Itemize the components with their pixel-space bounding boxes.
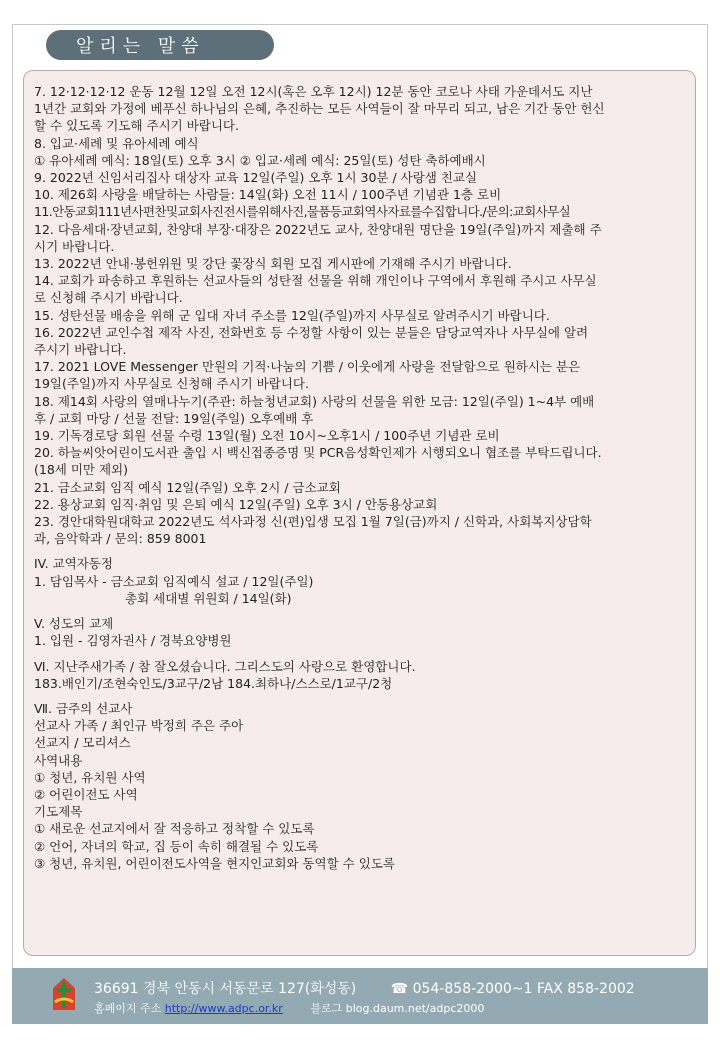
announcement-line: 9. 2022년 신임서리집사 대상자 교육 12일(주일) 오후 1시 30분 / 사랑샘 친교실 (34, 170, 478, 186)
announcement-line: 로 신청해 주시기 바랍니다. (34, 290, 183, 306)
section-line: 기도제목 (34, 804, 83, 820)
footer-address-line (94, 978, 635, 998)
announcement-line: 15. 성탄선물 배송을 위해 군 입대 자녀 주소를 12일(주일)까지 사무실로 알려주시기 바랍니다. (34, 307, 550, 323)
section-line: ② 어린이전도 사역 (34, 786, 138, 802)
announcement-line: 13. 2022년 안내·봉헌위원 및 강단 꽃장식 회원 모집 게시판에 기재해 주시기 바랍니다. (34, 256, 512, 272)
announcement-line: 16. 2022년 교인수첩 제작 사진, 전화번호 등 수정할 사항이 있는 분들은 담당교역자나 사무실에 알려 (34, 324, 589, 340)
announcement-line: 시기 바랍니다. (34, 238, 115, 254)
section-line: 선교지 / 모리셔스 (34, 735, 131, 751)
announcement-line: 할 수 있도록 기도해 주시기 바랍니다. (34, 118, 239, 134)
blog-url: blog.daum.net/adpc2000 (345, 1002, 485, 1015)
announcement-line: 1년간 교회와 가정에 베푸신 하나님의 은혜, 추진하는 모든 사역들이 잘 마무리 되고, 남은 기간 동안 헌신 (34, 101, 605, 117)
announcement-line: 14. 교회가 파송하고 후원하는 선교사들의 성탄절 선물을 위해 개인이나 구역에서 후원해 주시고 사무실 (34, 273, 597, 289)
footer-web-line (94, 1000, 484, 1016)
announcements-box (23, 70, 696, 956)
announcement-line: 8. 입교·세례 및 유아세례 예식 (34, 135, 199, 151)
announcement-line: 18. 제14회 사랑의 열매나누기(주관: 하늘청년교회) 사랑의 선물을 위한 모금: 12일(주일) 1~4부 예배 (34, 393, 595, 409)
announcement-line: 10. 제26회 사랑을 배달하는 사람들: 14일(화) 오전 11시 / 100주년 기념관 1층 로비 (34, 187, 502, 203)
section-line: 선교사 가족 / 최인규 박정희 주은 주아 (34, 718, 244, 734)
page-title: 알리는 말씀 (46, 30, 274, 60)
announcement-line: 과, 음악학과 / 문의: 859 8001 (34, 531, 207, 547)
announcement-line: 23. 경안대학원대학교 2022년도 석사과정 신(편)입생 모집 1월 7일(금)까지 / 신학과, 사회복지상담학 (34, 514, 592, 530)
announcement-line: 21. 금소교회 임직 예식 12일(주일) 오후 2시 / 금소교회 (34, 479, 341, 495)
section-line: 183.배인기/조현숙인도/3교구/2남 184.최하나/스스로/1교구/2청 (34, 675, 393, 691)
footer (12, 968, 708, 1024)
announcement-line: 11.안동교회111년사편찬및교회사진전시를위해사진,물품등교회역사자료를수집합니다./문의:교회사무실 (34, 204, 571, 220)
homepage-label: 홈페이지 주소 (94, 1002, 162, 1015)
announcement-line: 12. 다음세대·장년교회, 찬양대 부장·대장은 2022년도 교사, 찬양대원 명단을 19일(주일)까지 제출해 주 (34, 221, 602, 237)
blog-label: 블로그 (310, 1002, 343, 1015)
announcement-line: 20. 하늘씨앗어린이도서관 출입 시 백신접종증명 및 PCR음성확인제가 시행되오니 협조를 부탁드립니다. (34, 445, 602, 461)
section-line: ① 청년, 유치원 사역 (34, 769, 146, 785)
announcement-line: 19. 기독경로당 회원 선물 수령 13일(월) 오전 10시~오후1시 / 100주년 기념관 로비 (34, 428, 500, 444)
section-line: ③ 청년, 유치원, 어린이전도사역을 현지인교회와 동역할 수 있도록 (34, 855, 395, 871)
announcement-line: 주시기 바랍니다. (34, 342, 127, 358)
announcement-line: 22. 용상교회 임직·취임 및 은퇴 예식 12일(주일) 오후 3시 / 안동용상교회 (34, 496, 438, 512)
section-line: 사역내용 (34, 752, 83, 768)
announcement-line: ① 유아세례 예식: 18일(토) 오후 3시 ② 입교·세례 예식: 25일(토) 성탄 축하예배시 (34, 152, 486, 168)
section-heading: Ⅶ. 금주의 선교사 (34, 700, 133, 716)
church-logo-icon (51, 976, 77, 1012)
announcement-line: (18세 미만 제외) (34, 462, 128, 478)
section-line: ② 언어, 자녀의 학교, 집 등이 속히 해결될 수 있도록 (34, 838, 319, 854)
section-heading: V. 성도의 교제 (34, 616, 114, 632)
church-phone: ☎ 054-858-2000~1 FAX 858-2002 (390, 981, 635, 997)
announcement-line: 17. 2021 LOVE Messenger 만원의 기적·나눔의 기쁨 / 이웃에게 사랑을 전달함으로 원하시는 분은 (34, 359, 581, 375)
section-heading: Ⅵ. 지난주새가족 / 참 잘오셨습니다. 그리스도의 사랑으로 환영합니다. (34, 658, 416, 674)
section-heading: IV. 교역자동정 (34, 556, 113, 572)
homepage-link[interactable]: http://www.adpc.or.kr (164, 1002, 283, 1015)
section-line: 총회 세대별 위원회 / 14일(화) (125, 590, 292, 606)
church-address: 36691 경북 안동시 서동문로 127(화성동) (94, 981, 357, 997)
section-line: 1. 입원 - 김영자권사 / 경북요양병원 (34, 633, 232, 649)
section-line: ① 새로운 선교지에서 잘 적응하고 정착할 수 있도록 (34, 821, 315, 837)
announcement-line: 7. 12·12·12·12 운동 12월 12일 오전 12시(혹은 오후 12시) 12분 동안 코로나 사태 가운데서도 지난 (34, 84, 593, 99)
section-line: 1. 담임목사 - 금소교회 임직예식 설교 / 12일(주일) (34, 573, 314, 589)
announcement-line: 19일(주일)까지 사무실로 신청해 주시기 바랍니다. (34, 376, 309, 392)
announcement-line: 후 / 교회 마당 / 선물 전달: 19일(주일) 오후예배 후 (34, 410, 314, 426)
